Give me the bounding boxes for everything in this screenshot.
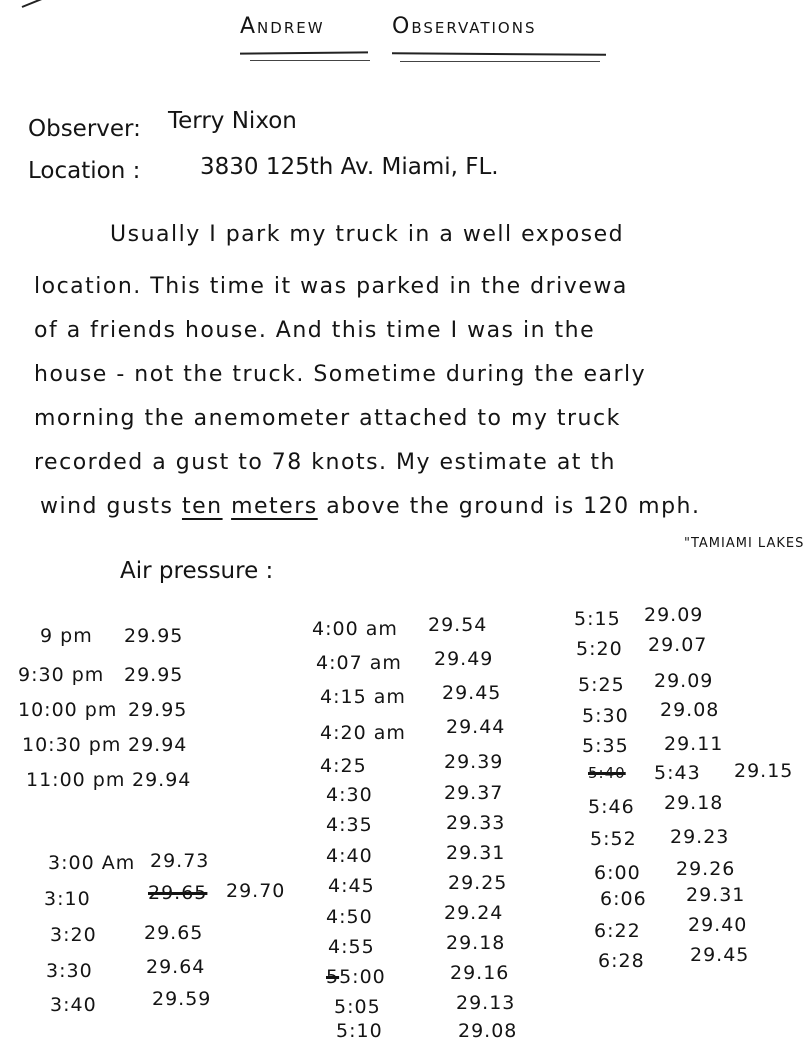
pressure-value: 29.09 — [654, 670, 714, 692]
struck-value: 29.65 — [148, 882, 208, 904]
pressure-time: 5:46 — [588, 796, 635, 818]
pressure-time — [326, 966, 386, 988]
pressure-value: 29.73 — [150, 850, 210, 872]
struck-time: 5:40 — [588, 764, 626, 782]
pressure-value: 29.24 — [444, 902, 504, 924]
location-value: 3830 125th Av. Miami, FL. — [200, 154, 499, 180]
pressure-value: 29.09 — [644, 604, 704, 626]
narrative-line: Usually I park my truck in a well exposed — [110, 222, 625, 247]
observer-name: Terry Nixon — [168, 108, 297, 134]
pressure-value: 29.11 — [664, 733, 724, 755]
pressure-time: 5:05 — [334, 996, 381, 1018]
pressure-value: 29.13 — [456, 992, 516, 1014]
narrative-line: of a friends house. And this time I was in the — [34, 318, 596, 343]
title-part-2: Observations — [392, 14, 537, 39]
observer-label: Observer: — [28, 116, 141, 142]
pressure-time: 4:55 — [328, 936, 375, 958]
pressure-value: 29.26 — [676, 858, 736, 880]
title-underline — [250, 60, 370, 61]
pressure-value: 29.94 — [128, 734, 188, 756]
narrative-line — [40, 494, 700, 519]
pressure-time: 10:00 pm — [18, 699, 118, 721]
pressure-time: 4:15 am — [320, 686, 406, 708]
pressure-time: 4:45 — [328, 875, 375, 897]
pressure-value: 29.40 — [688, 914, 748, 936]
side-note: "TAMIAMI LAKES — [684, 536, 804, 551]
struck-time: 5 — [326, 966, 340, 988]
pressure-time: 4:25 — [320, 755, 367, 777]
pressure-value: 29.33 — [446, 812, 506, 834]
pressure-value: 29.23 — [670, 826, 730, 848]
narrative-line: house - not the truck. Sometime during the early — [34, 362, 647, 387]
pressure-time: 9 pm — [40, 625, 93, 647]
pressure-value: 29.59 — [152, 988, 212, 1010]
pressure-value: 29.15 — [734, 760, 794, 782]
pressure-time: 5:20 — [576, 638, 623, 660]
pressure-time: 4:35 — [326, 814, 373, 836]
pressure-value: 29.16 — [450, 962, 510, 984]
narrative-line: recorded a gust to 78 knots. My estimate at th — [34, 450, 616, 475]
title-part-1: Andrew — [240, 14, 325, 39]
pressure-value: 29.64 — [146, 956, 206, 978]
pressure-time: 5:25 — [578, 674, 625, 696]
pressure-value: 29.18 — [664, 792, 724, 814]
underlined-word: meters — [231, 494, 318, 519]
pressure-value: 29.54 — [428, 614, 488, 636]
pressure-value: 29.49 — [434, 648, 494, 670]
pressure-value: 29.94 — [132, 769, 192, 791]
pressure-time: 3:30 — [46, 960, 93, 982]
pressure-time: 5:10 — [336, 1020, 383, 1042]
pressure-time: 6:00 — [594, 862, 641, 884]
title-underline — [400, 61, 600, 62]
narrative-line: location. This time it was parked in the drivewa — [34, 274, 628, 299]
page-title — [240, 14, 610, 66]
pressure-value: 29.44 — [446, 716, 506, 738]
underlined-word: ten — [181, 494, 223, 519]
pressure-value: 29.07 — [648, 634, 708, 656]
pressure-value: 29.95 — [124, 664, 184, 686]
pressure-time: 3:00 Am — [48, 852, 136, 874]
pressure-time: 6:06 — [600, 888, 647, 910]
pressure-time: 9:30 pm — [18, 664, 105, 686]
pressure-time: 5:43 — [654, 762, 701, 784]
pressure-time: 5:52 — [590, 828, 637, 850]
narrative-text: wind gusts — [40, 494, 182, 519]
pressure-value: 29.31 — [686, 884, 746, 906]
pressure-value: 29.65 — [144, 922, 204, 944]
pressure-value: 29.95 — [128, 699, 188, 721]
pressure-time: 4:50 — [326, 906, 373, 928]
pressure-time: 4:00 am — [312, 618, 398, 640]
pressure-value: 29.18 — [446, 932, 506, 954]
pressure-value: 29.37 — [444, 782, 504, 804]
pressure-value: 29.45 — [442, 682, 502, 704]
pressure-time: 3:10 — [44, 888, 91, 910]
pressure-time: 10:30 pm — [22, 734, 122, 756]
air-pressure-label: Air pressure : — [120, 558, 274, 584]
pressure-value: 29.39 — [444, 751, 504, 773]
pressure-value: 29.95 — [124, 625, 184, 647]
pressure-value: 29.08 — [458, 1020, 518, 1042]
pressure-time: 5:35 — [582, 735, 629, 757]
pressure-value: 29.70 — [226, 880, 286, 902]
pressure-time: 3:20 — [50, 924, 97, 946]
pressure-value: 29.45 — [690, 944, 750, 966]
pressure-value: 29.25 — [448, 872, 508, 894]
pressure-time: 5:30 — [582, 705, 629, 727]
pressure-time: 6:28 — [598, 950, 645, 972]
pressure-value: 29.31 — [446, 842, 506, 864]
narrative-text: above the ground is 120 mph. — [317, 494, 701, 519]
pressure-time-text: 5:00 — [339, 966, 386, 988]
narrative-line: morning the anemometer attached to my truck — [34, 406, 621, 431]
pressure-time: 5:15 — [574, 608, 621, 630]
pressure-value: 29.08 — [660, 699, 720, 721]
pressure-time: 4:20 am — [320, 722, 406, 744]
pressure-time: 4:40 — [326, 845, 373, 867]
pressure-time: 6:22 — [594, 920, 641, 942]
pressure-time: 11:00 pm — [26, 769, 126, 791]
location-label: Location : — [28, 158, 141, 184]
pressure-time: 4:30 — [326, 784, 373, 806]
pen-stroke-mark — [22, 0, 71, 8]
pressure-time: 3:40 — [50, 994, 97, 1016]
pressure-time: 4:07 am — [316, 652, 402, 674]
